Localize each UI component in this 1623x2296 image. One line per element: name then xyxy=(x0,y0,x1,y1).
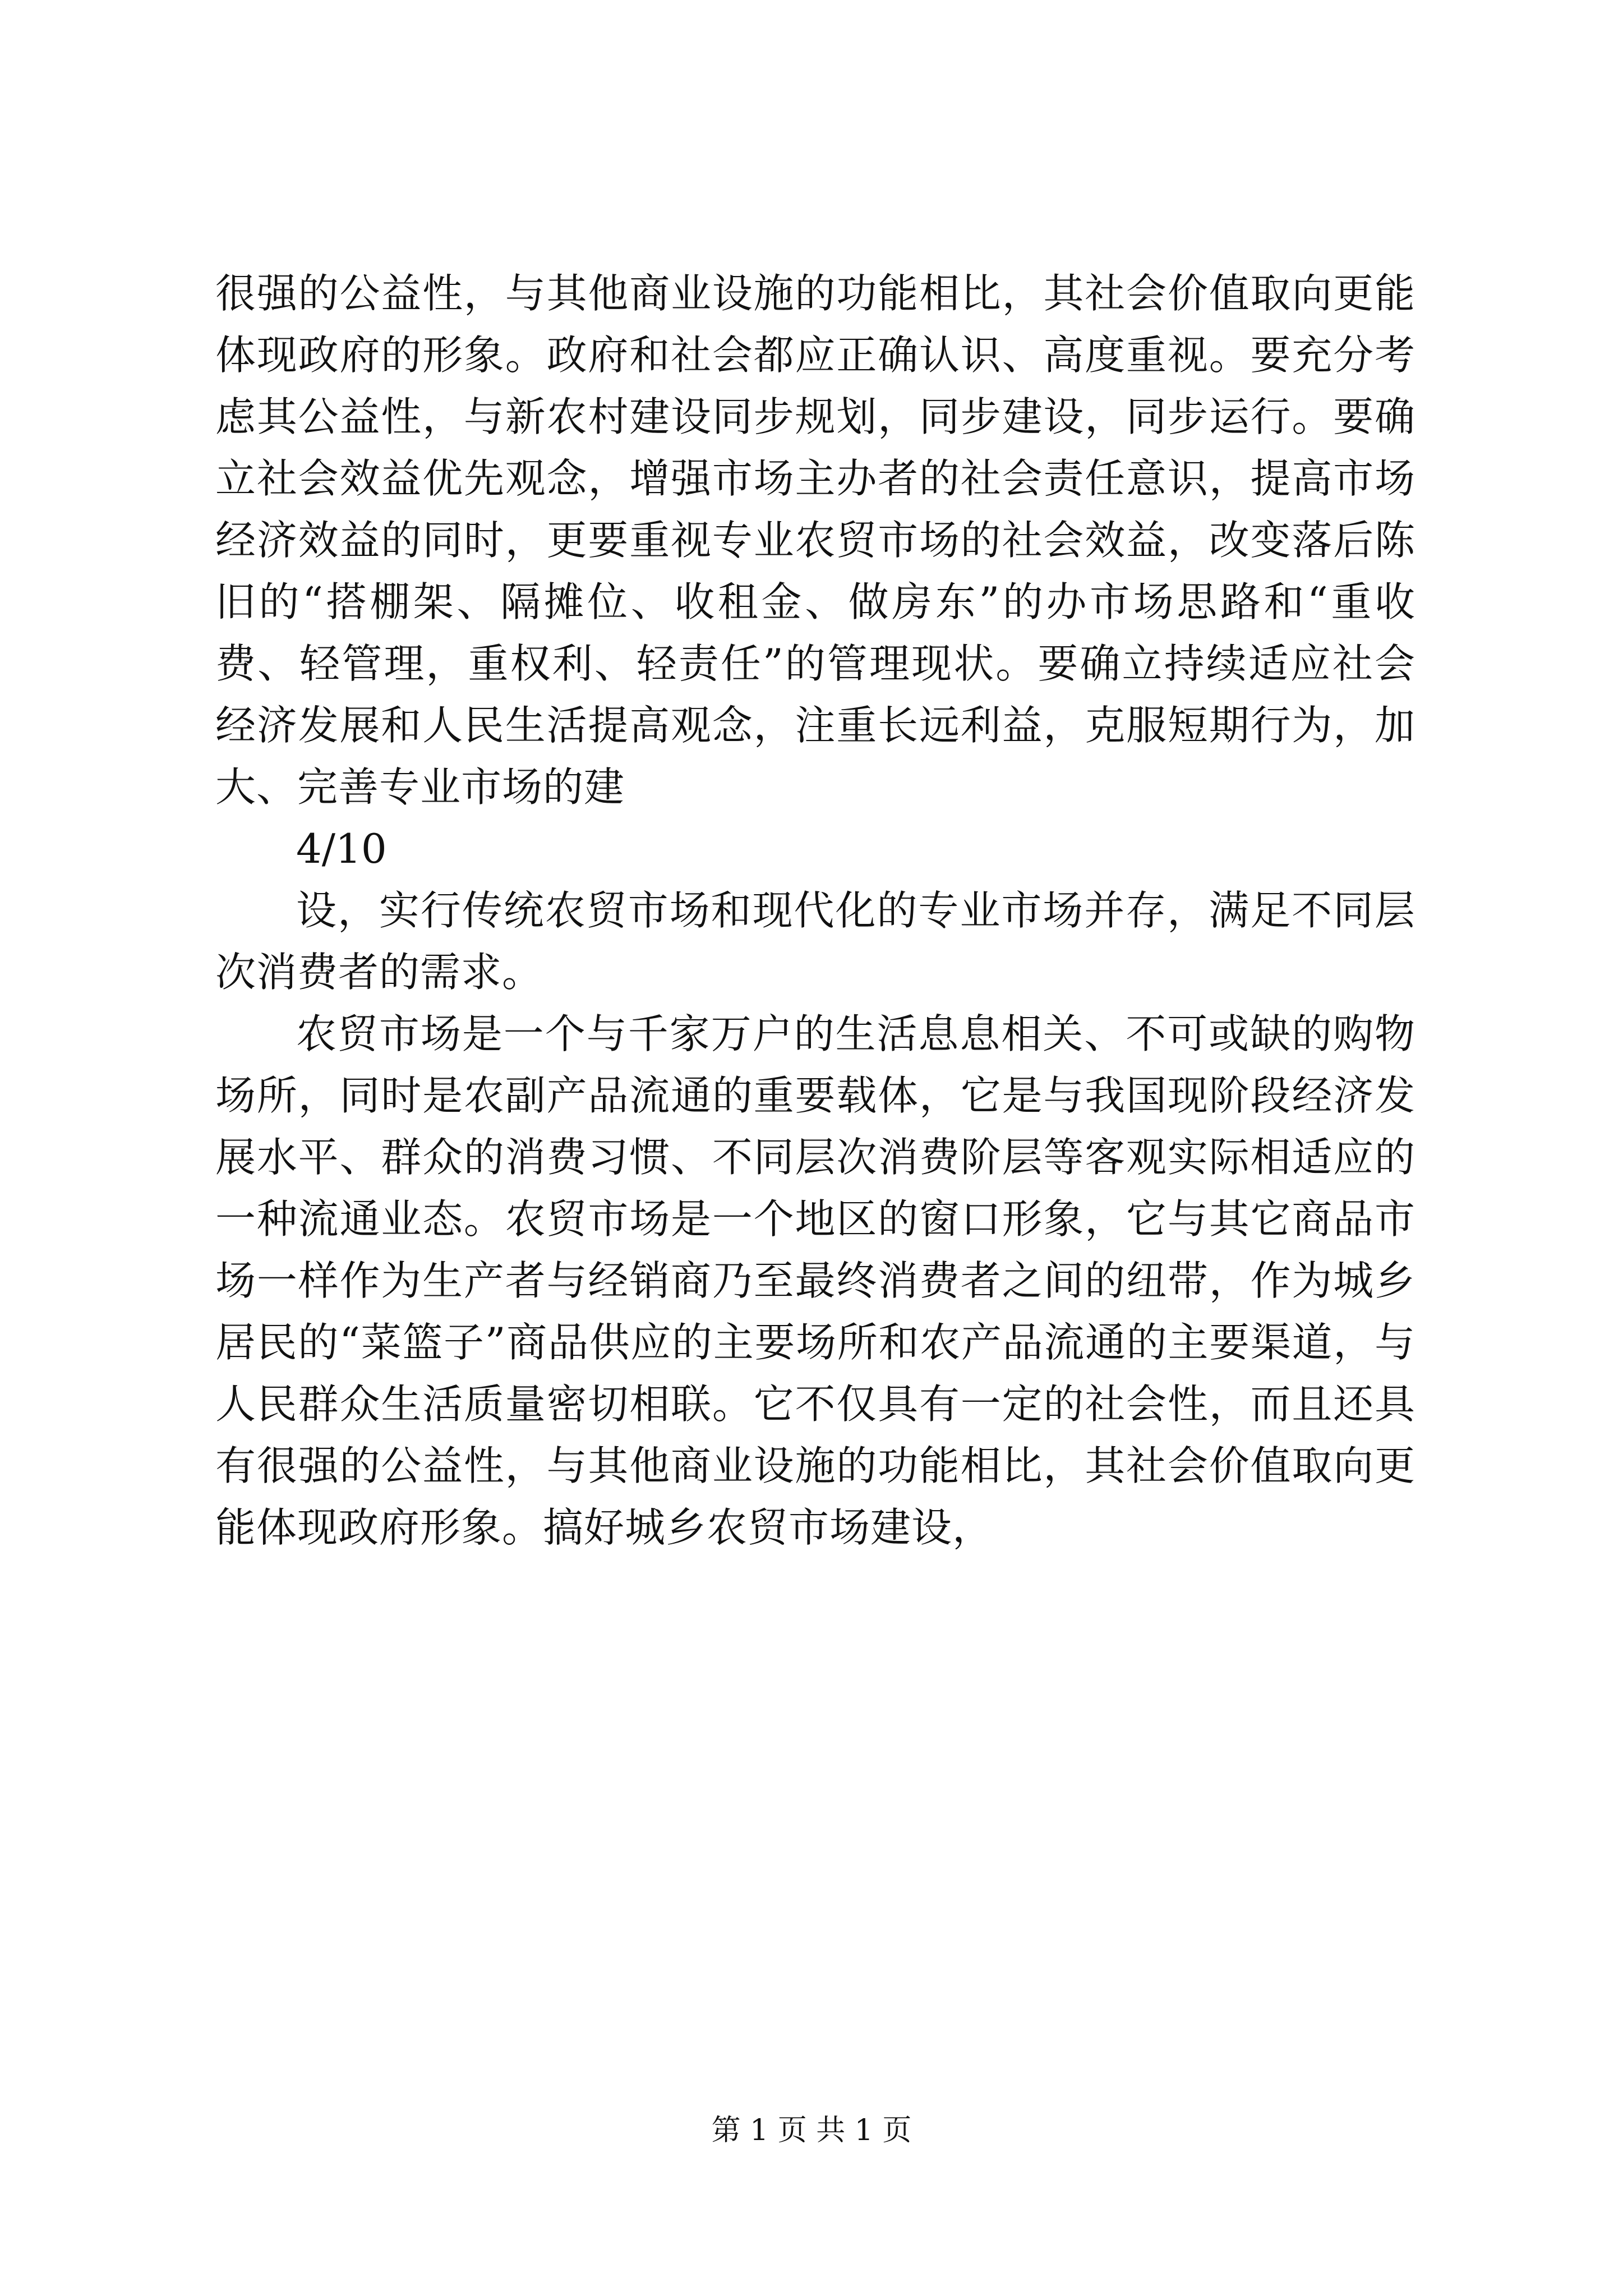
paragraph-3: 农贸市场是一个与千家万户的生活息息相关、不可或缺的购物场所，同时是农副产品流通的重要载体，它是与我国现阶段经济发展水平、群众的消费习惯、不同层次消费阶层等客观实际相适应的一种流通业态。农贸市场是一个地区的窗口形象，它与其它商品市场一样作为生产者与经销商乃至最终消费者之间的纽带，作为城乡居民的“菜篮子”商品供应的主要场所和农产品流通的主要渠道，与人民群众生活质量密切相联。它不仅具有一定的社会性，而且还具有很强的公益性，与其他商业设施的功能相比，其社会价值取向更能体现政府形象。搞好城乡农贸市场建设， xyxy=(215,1010,1415,1551)
inline-page-marker: 4/10 xyxy=(296,825,387,872)
paragraph-2: 设，实行传统农贸市场和现代化的专业市场并存，满足不同层次消费者的需求。 xyxy=(215,887,1415,996)
page-footer: 第 1 页 共 1 页 xyxy=(711,2114,912,2147)
document-body xyxy=(215,263,1415,1558)
paragraph-1: 很强的公益性，与其他商业设施的功能相比，其社会价值取向更能体现政府的形象。政府和社会都应正确认识、高度重视。要充分考虑其公益性，与新农村建设同步规划，同步建设，同步运行。要确立社会效益优先观念，增强市场主办者的社会责任意识，提高市场经济效益的同时，更要重视专业农贸市场的社会效益，改变落后陈旧的“搭棚架、隔摊位、收租金、做房东”的办市场思路和“重收费、轻管理，重权利、轻责任”的管理现状。要确立持续适应社会经济发展和人民生活提高观念，注重长远利益，克服短期行为，加大、完善专业市场的建 xyxy=(215,270,1415,811)
